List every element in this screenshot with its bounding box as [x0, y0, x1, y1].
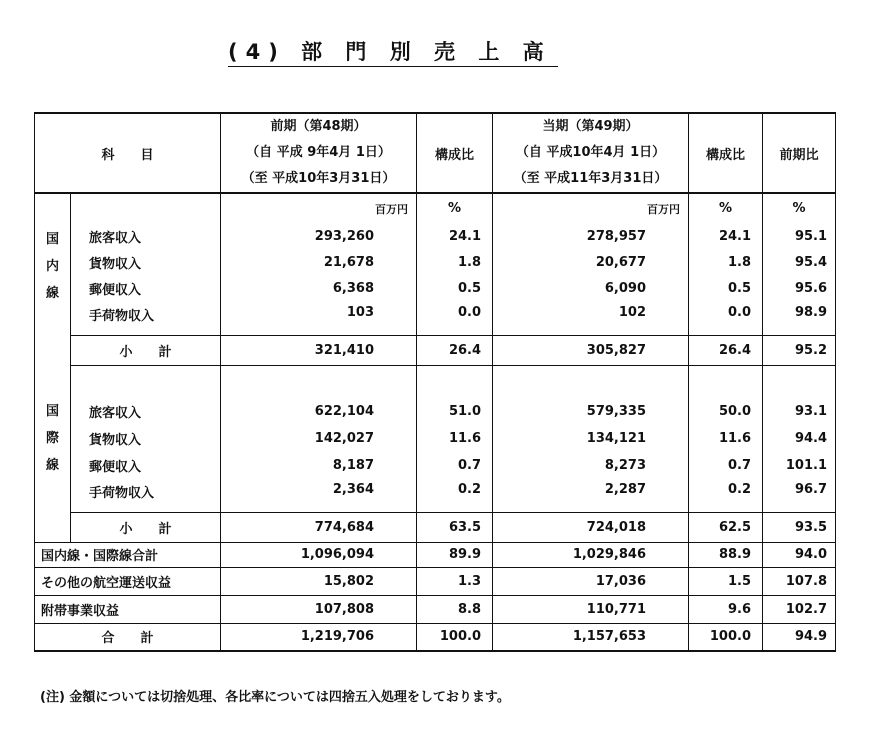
table-row: 郵便収入 8,187 0.7 8,273 0.7 101.1 [35, 452, 836, 479]
curr-period-line-1: 当期（第49期） [542, 119, 639, 134]
unit-amount-2: 百万円 [493, 193, 689, 223]
prev-period-line-1: 前期（第48期） [270, 119, 367, 134]
grand-total-row: 合 計 1,219,706 100.0 1,157,653 100.0 94.9 [35, 623, 836, 651]
international-subtotal-row: 小 計 774,684 63.5 724,018 62.5 93.5 [35, 512, 836, 542]
unit-pct-3: % [763, 193, 836, 223]
spacer-row [35, 365, 836, 398]
total-row-ancillary: 附帯事業収益 107,808 8.8 110,771 9.6 102.7 [35, 595, 836, 623]
table-row: 貨物収入 21,678 1.8 20,677 1.8 95.4 [35, 249, 836, 275]
curr-period-line-2: （自 平成10年4月 1日） [515, 145, 666, 160]
header-yoy: 前期比 [763, 113, 836, 193]
header-subject: 科 目 [35, 113, 221, 193]
total-row-other-air: その他の航空運送収益 15,802 1.3 17,036 1.5 107.8 [35, 567, 836, 595]
table-row: 手荷物収入 103 0.0 102 0.0 98.9 [35, 301, 836, 335]
header-curr-period [493, 113, 689, 193]
prev-period-line-2: （自 平成 9年4月 1日） [246, 145, 391, 160]
table-header-row [35, 113, 836, 193]
units-row [35, 193, 836, 223]
unit-pct-1: % [417, 193, 493, 223]
header-ratio-1: 構成比 [417, 113, 493, 193]
footnote: (注) 金額については切捨処理、各比率については四捨五入処理をしております。 [40, 690, 510, 705]
international-side-label: 国 際 線 [35, 365, 71, 542]
domestic-side-label: 国 内 線 [35, 193, 71, 365]
header-ratio-2: 構成比 [689, 113, 763, 193]
unit-pct-2: % [689, 193, 763, 223]
prev-period-line-3: （至 平成10年3月31日） [241, 171, 396, 186]
curr-period-line-3: （至 平成11年3月31日） [513, 171, 668, 186]
header-prev-period [221, 113, 417, 193]
table-row: 旅客収入 622,104 51.0 579,335 50.0 93.1 [35, 398, 836, 425]
page-title: (4) 部 門 別 売 上 高 [228, 36, 558, 67]
table-row: 郵便収入 6,368 0.5 6,090 0.5 95.6 [35, 275, 836, 301]
unit-amount-1: 百万円 [221, 193, 417, 223]
domestic-subtotal-row: 小 計 321,410 26.4 305,827 26.4 95.2 [35, 335, 836, 365]
sales-by-segment-table [34, 112, 836, 652]
table-row: 貨物収入 142,027 11.6 134,121 11.6 94.4 [35, 425, 836, 452]
total-row-combined: 国内線・国際線合計 1,096,094 89.9 1,029,846 88.9 94.0 [35, 542, 836, 567]
table-row: 旅客収入 293,260 24.1 278,957 24.1 95.1 [35, 223, 836, 249]
table-row: 手荷物収入 2,364 0.2 2,287 0.2 96.7 [35, 479, 836, 512]
